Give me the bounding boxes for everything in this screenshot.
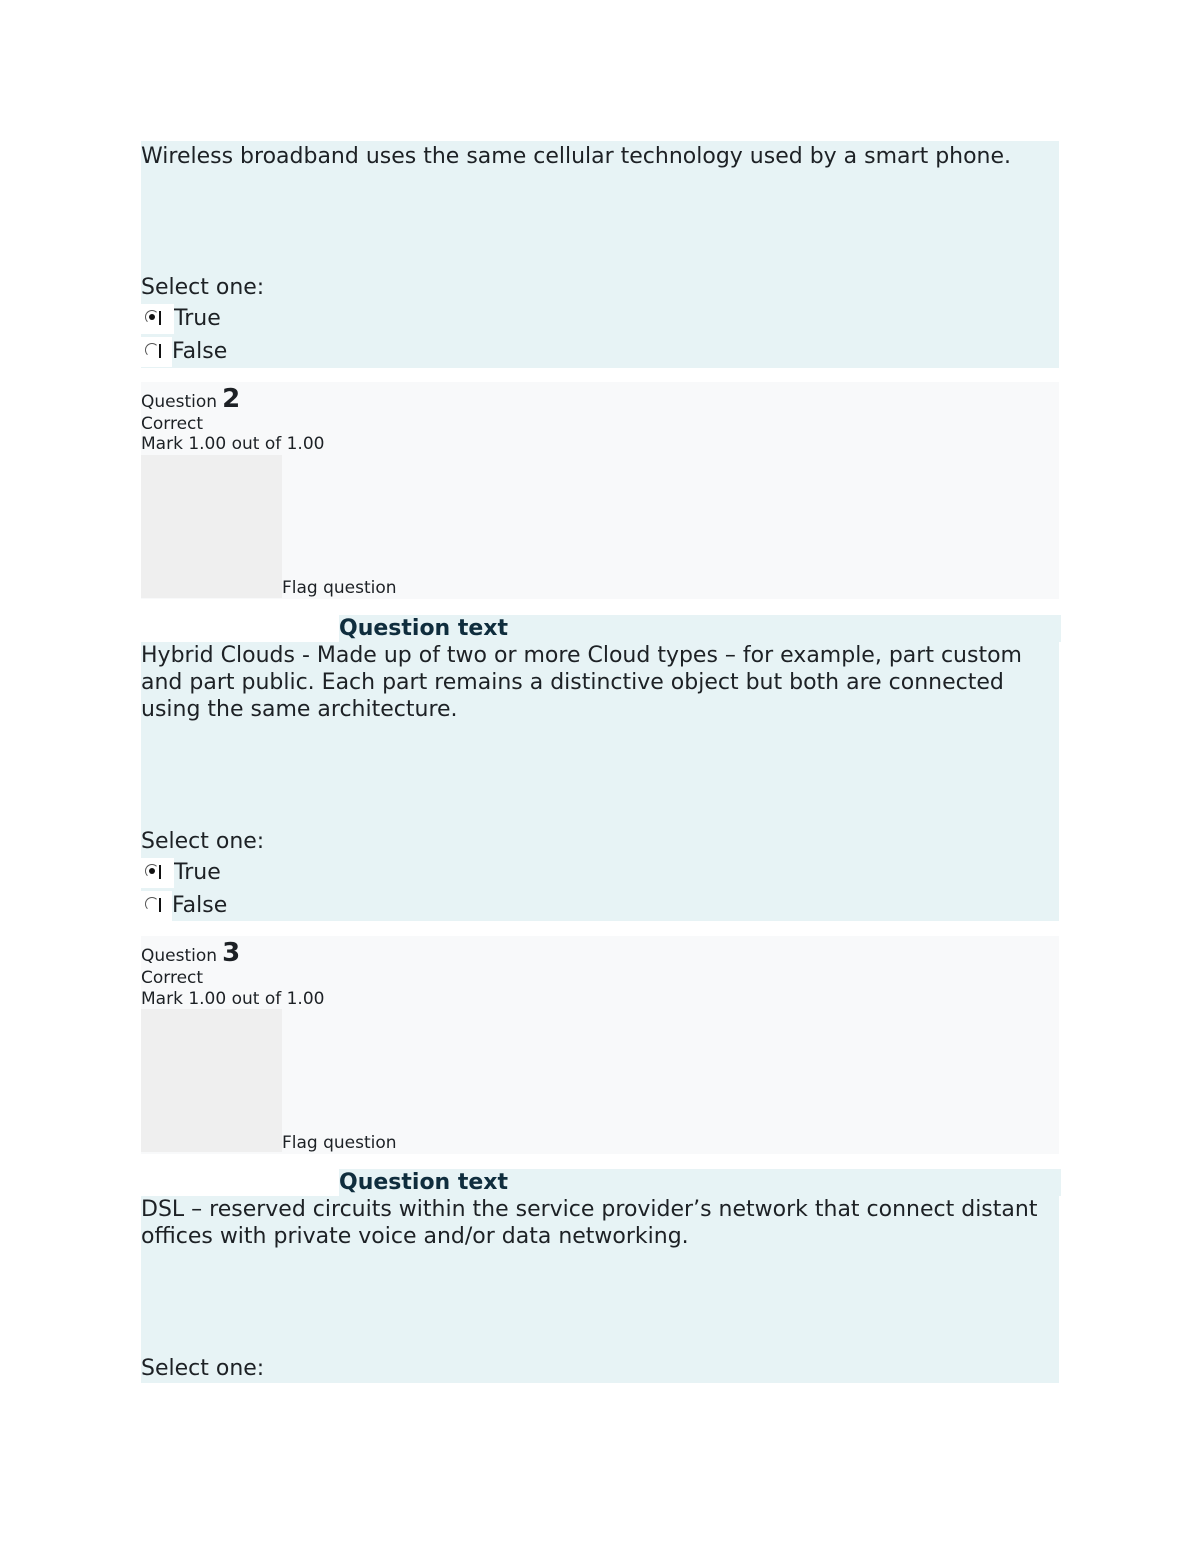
option-label: False xyxy=(172,339,228,364)
option-label: True xyxy=(174,306,221,331)
radio-selected-icon[interactable] xyxy=(141,304,174,334)
option-true[interactable] xyxy=(141,858,221,888)
question-text-heading: Question text xyxy=(339,1170,509,1195)
option-true[interactable] xyxy=(141,304,221,334)
question-label: Question xyxy=(141,392,218,412)
option-false[interactable] xyxy=(141,891,227,921)
question-status: Correct xyxy=(141,968,204,988)
flag-icon[interactable] xyxy=(141,455,282,598)
flag-question-link[interactable]: Flag question xyxy=(282,1133,397,1153)
question-text-heading: Question text xyxy=(339,616,509,641)
question-text-header xyxy=(339,1169,1061,1196)
question-3-info xyxy=(141,936,1059,1154)
question-number: 3 xyxy=(222,938,241,968)
radio-selected-icon[interactable] xyxy=(141,858,174,888)
question-3-heading xyxy=(141,938,240,968)
flag-question-link[interactable]: Flag question xyxy=(282,578,397,598)
option-false[interactable] xyxy=(141,337,227,367)
radio-unselected-icon[interactable] xyxy=(141,337,172,367)
question-2-text: Hybrid Clouds - Made up of two or more Cloud types – for example, part custom and part public. Each part remains a distinctive object but both are connected using the same architecture. xyxy=(141,643,1022,722)
question-2-info xyxy=(141,382,1059,599)
select-one-label: Select one: xyxy=(141,829,265,854)
question-status: Correct xyxy=(141,414,204,434)
question-2-heading xyxy=(141,384,240,414)
select-one-label: Select one: xyxy=(141,275,265,300)
question-mark: Mark 1.00 out of 1.00 xyxy=(141,434,325,454)
question-text-header xyxy=(339,615,1061,642)
option-label: True xyxy=(174,860,221,885)
question-mark: Mark 1.00 out of 1.00 xyxy=(141,989,325,1009)
question-3-text: DSL – reserved circuits within the service provider’s network that connect distant offices with private voice and/or data networking. xyxy=(141,1197,1038,1249)
question-3-content xyxy=(141,1196,1059,1383)
question-2-content xyxy=(141,642,1059,921)
question-label: Question xyxy=(141,946,218,966)
radio-unselected-icon[interactable] xyxy=(141,891,172,921)
select-one-label: Select one: xyxy=(141,1356,265,1381)
question-number: 2 xyxy=(222,384,241,414)
question-1-text: Wireless broadband uses the same cellular technology used by a smart phone. xyxy=(141,144,1012,169)
question-1-content xyxy=(141,141,1059,368)
option-label: False xyxy=(172,893,228,918)
flag-icon[interactable] xyxy=(141,1009,282,1152)
